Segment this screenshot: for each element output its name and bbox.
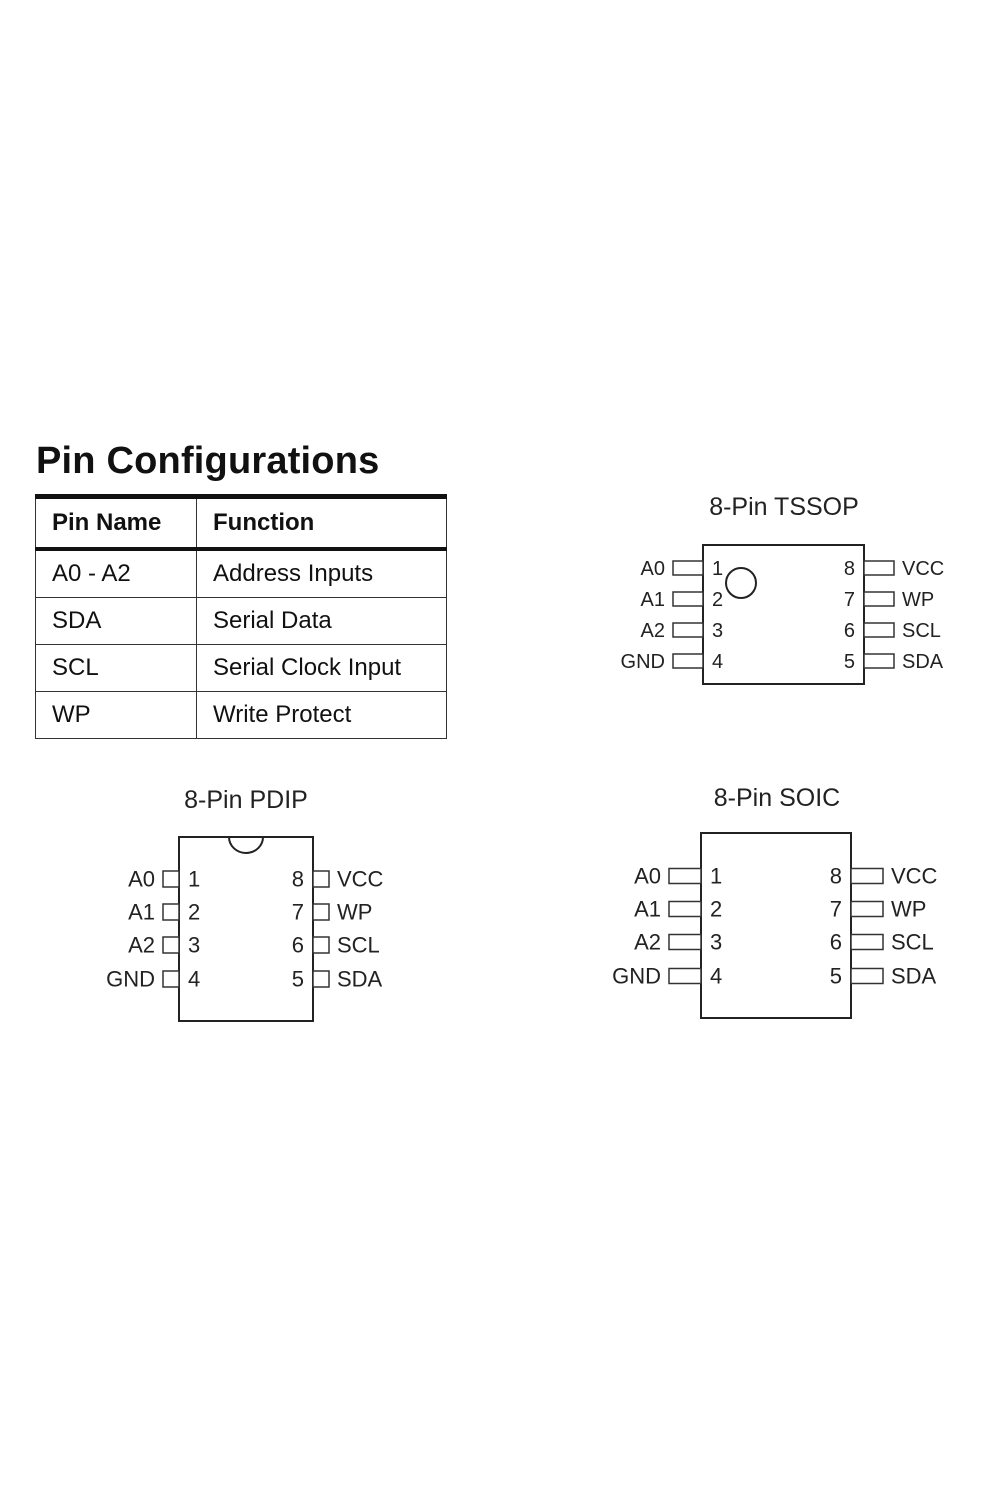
pin-number: 7: [843, 589, 855, 611]
pin-number: 5: [829, 963, 842, 989]
pin-lead: [851, 902, 883, 917]
pin-lead: [163, 871, 179, 887]
pin-label: SDA: [902, 651, 944, 673]
pin-number: 5: [843, 651, 855, 673]
pin-number: 4: [712, 651, 724, 673]
pin-lead: [864, 654, 894, 668]
pin-label: WP: [337, 899, 373, 925]
pin-lead: [673, 623, 703, 637]
pin-label: A1: [640, 589, 665, 611]
pin-label: SCL: [902, 620, 941, 642]
pin-lead: [673, 654, 703, 668]
pin-label: A1: [128, 899, 155, 925]
pin-number: 6: [291, 932, 304, 958]
soic-body: [701, 833, 851, 1018]
pin-lead: [864, 592, 894, 606]
pin-label: WP: [891, 896, 927, 922]
pdip-title: 8-Pin PDIP: [184, 786, 308, 814]
pin-label: SDA: [891, 963, 937, 989]
pin-lead: [669, 969, 701, 984]
pin-label: GND: [620, 651, 665, 673]
soic-package: [612, 784, 937, 1018]
pin-number: 7: [291, 899, 304, 925]
pin-lead: [669, 902, 701, 917]
pin-number: 1: [188, 866, 201, 892]
pin-lead: [669, 869, 701, 884]
pin-number: 3: [710, 929, 723, 955]
pin-number: 3: [712, 620, 724, 642]
pin-lead: [163, 904, 179, 920]
pin-lead: [313, 971, 329, 987]
pin-number: 8: [291, 866, 304, 892]
function-cell: Serial Clock Input: [197, 645, 447, 692]
pin-number: 2: [712, 589, 724, 611]
pin-label: A2: [640, 620, 665, 642]
header-pin-name: Pin Name: [36, 497, 197, 550]
pin-label: A0: [128, 866, 155, 892]
function-cell: Address Inputs: [197, 549, 447, 598]
pin-label: VCC: [337, 866, 384, 892]
pin-lead: [851, 869, 883, 884]
pin-number: 8: [829, 863, 842, 889]
soic-title: 8-Pin SOIC: [713, 784, 841, 812]
pin-label: A1: [634, 896, 661, 922]
pin-label: VCC: [891, 863, 938, 889]
pin-lead: [864, 561, 894, 575]
pin-lead: [673, 592, 703, 606]
pin-lead: [313, 937, 329, 953]
pdip-package: [106, 786, 383, 1021]
pin-label: SCL: [337, 932, 380, 958]
pin-label: VCC: [902, 558, 945, 580]
pin-name-cell: WP: [36, 692, 197, 739]
pin-label: A0: [634, 863, 661, 889]
pin-lead: [163, 971, 179, 987]
pin-number: 4: [710, 963, 723, 989]
pdip-body: [179, 837, 313, 1021]
tssop-package: [621, 493, 945, 684]
pin-number: 8: [843, 558, 855, 580]
pin-name-cell: A0 - A2: [36, 549, 197, 598]
pin-label: GND: [106, 966, 155, 992]
pin-number: 6: [829, 929, 842, 955]
page-title: Pin Configurations: [36, 440, 380, 482]
pin-number: 1: [712, 558, 724, 580]
pin-number: 1: [710, 863, 723, 889]
pin-label: A2: [128, 932, 155, 958]
pin-label: WP: [902, 589, 935, 611]
function-cell: Serial Data: [197, 598, 447, 645]
pin-number: 7: [829, 896, 842, 922]
pin-lead: [673, 561, 703, 575]
header-function: Function: [197, 497, 447, 550]
pin-lead: [851, 969, 883, 984]
pin-lead: [313, 871, 329, 887]
pin-number: 3: [188, 932, 201, 958]
pin-label: SDA: [337, 966, 383, 992]
pin-number: 4: [188, 966, 201, 992]
function-cell: Write Protect: [197, 692, 447, 739]
pin-lead: [851, 935, 883, 950]
tssop-title: 8-Pin TSSOP: [709, 493, 859, 521]
pin-lead: [313, 904, 329, 920]
pin-lead: [163, 937, 179, 953]
pin-number: 6: [843, 620, 855, 642]
pin-name-cell: SCL: [36, 645, 197, 692]
pin-number: 2: [710, 896, 723, 922]
pin-lead: [864, 623, 894, 637]
pin-number: 2: [188, 899, 201, 925]
pin-label: A0: [640, 558, 665, 580]
pin-name-cell: SDA: [36, 598, 197, 645]
pin-lead: [669, 935, 701, 950]
tssop-body: [703, 545, 864, 684]
pin-number: 5: [291, 966, 304, 992]
pin-label: GND: [612, 963, 661, 989]
pin-label: A2: [634, 929, 661, 955]
pin-label: SCL: [891, 929, 934, 955]
